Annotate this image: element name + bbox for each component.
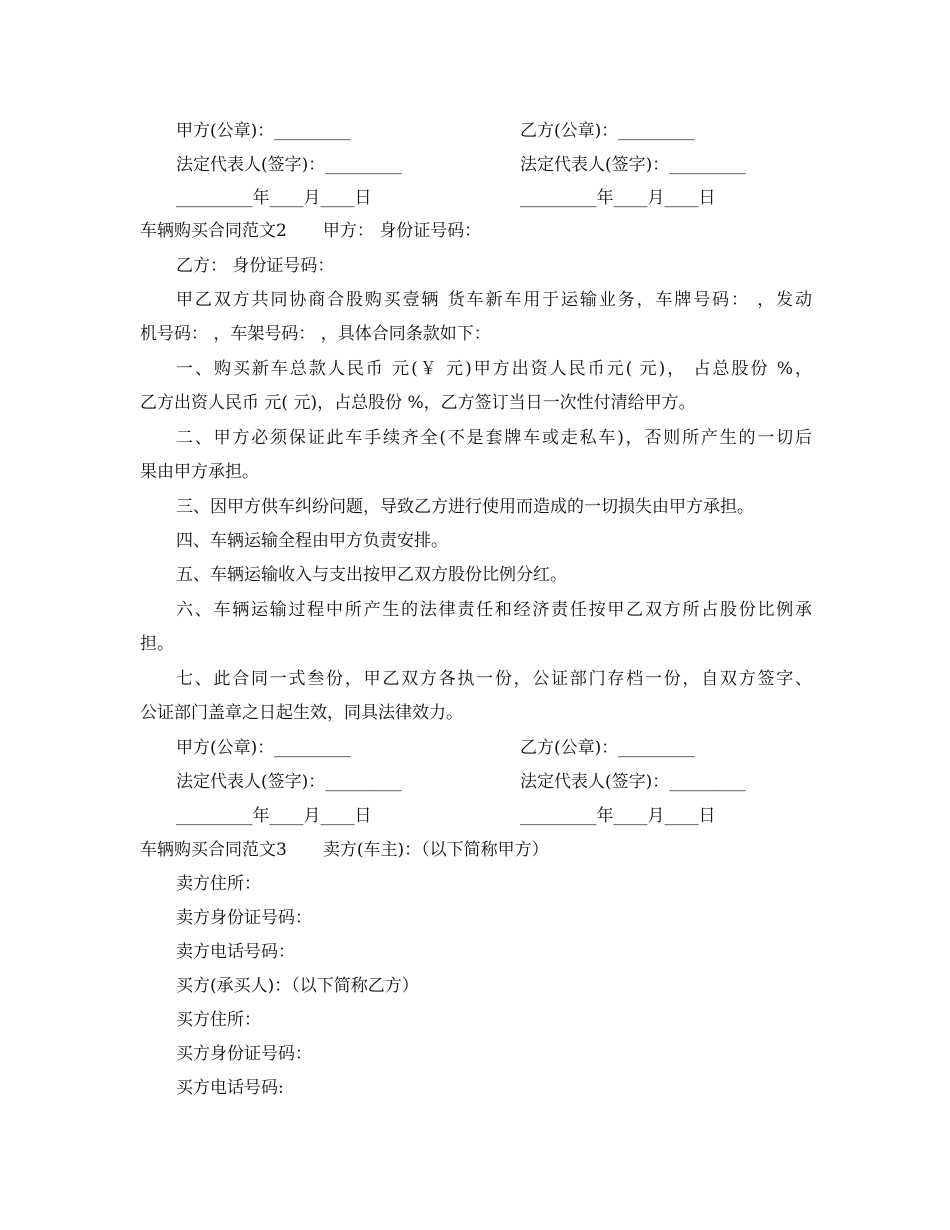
section-heading-sample-2 <box>140 218 812 244</box>
buyer-line: 买方(承买人)：（以下简称乙方） <box>176 976 419 996</box>
party-b-date: _________年____月____日 <box>520 806 716 826</box>
clause-2-line-2: 果由甲方承担。 <box>140 462 259 482</box>
clause-6-line-2: 担。 <box>140 634 174 654</box>
party-b-representative: 法定代表人(签字)：_________ <box>520 155 746 175</box>
clause-7-line-2: 公证部门盖章之日起生效，同具法律效力。 <box>140 703 463 723</box>
party-a-representative: 法定代表人(签字)：_________ <box>176 772 402 792</box>
signature-row-date <box>0 185 950 211</box>
clause-5: 五、车辆运输收入与支出按甲乙双方股份比例分红。 <box>176 565 567 585</box>
buyer-phone: 买方电话号码: <box>176 1078 284 1098</box>
signature-row-seal <box>0 735 950 761</box>
seller-line: 卖方(车主)：（以下简称甲方） <box>322 840 549 860</box>
signature-row-date <box>0 803 950 829</box>
party-b-id-line: 乙方： 身份证号码： <box>176 256 335 276</box>
clause-3: 三、因甲方供车纠纷问题，导致乙方进行使用而造成的一切损失由甲方承担。 <box>176 497 754 517</box>
clause-2-line-1: 二、甲方必须保证此车手续齐全(不是套牌车或走私车)，否则所产生的一切后 <box>176 428 812 448</box>
seller-phone: 卖方电话号码： <box>176 942 295 962</box>
party-a-id-line: 甲方： 身份证号码： <box>322 221 482 241</box>
intro-paragraph-line-2: 机号码： ，车架号码： ，具体合同条款如下： <box>140 324 491 344</box>
party-a-seal: 甲方(公章)：_________ <box>176 738 351 758</box>
seller-id-number: 卖方身份证号码： <box>176 908 312 928</box>
seller-address: 卖方住所： <box>176 874 261 894</box>
signature-row-representative <box>0 769 950 795</box>
clause-6-line-1: 六、车辆运输过程中所产生的法律责任和经济责任按甲乙双方所占股份比例承 <box>176 600 812 620</box>
clause-1-line-2: 乙方出资人民币 元( 元)，占总股份 %，乙方签订当日一次性付清给甲方。 <box>140 393 696 413</box>
party-a-seal: 甲方(公章)：_________ <box>176 121 351 141</box>
party-b-date: _________年____月____日 <box>520 188 716 208</box>
section-title: 车辆购买合同范文3 <box>140 840 287 860</box>
signature-row-seal <box>0 118 950 144</box>
buyer-id-number: 买方身份证号码： <box>176 1044 312 1064</box>
clause-1-line-1: 一、购买新车总款人民币 元(￥ 元)甲方出资人民币元( 元)， 占总股份 %， <box>176 359 812 379</box>
party-a-date: _________年____月____日 <box>176 188 372 208</box>
section-heading-sample-3 <box>140 837 812 863</box>
party-b-seal: 乙方(公章)：_________ <box>520 121 695 141</box>
intro-paragraph-line-1: 甲乙双方共同协商合股购买壹辆 货车新车用于运输业务，车牌号码： ，发动 <box>176 290 812 310</box>
party-a-date: _________年____月____日 <box>176 806 372 826</box>
clause-4: 四、车辆运输全程由甲方负责安排。 <box>176 531 448 551</box>
clause-7-line-1: 七、此合同一式叁份，甲乙双方各执一份，公证部门存档一份，自双方签字、 <box>176 669 812 689</box>
buyer-address: 买方住所： <box>176 1010 261 1030</box>
signature-row-representative <box>0 152 950 178</box>
party-b-seal: 乙方(公章)：_________ <box>520 738 695 758</box>
party-a-representative: 法定代表人(签字)：_________ <box>176 155 402 175</box>
party-b-representative: 法定代表人(签字)：_________ <box>520 772 746 792</box>
section-title: 车辆购买合同范文2 <box>140 221 287 241</box>
